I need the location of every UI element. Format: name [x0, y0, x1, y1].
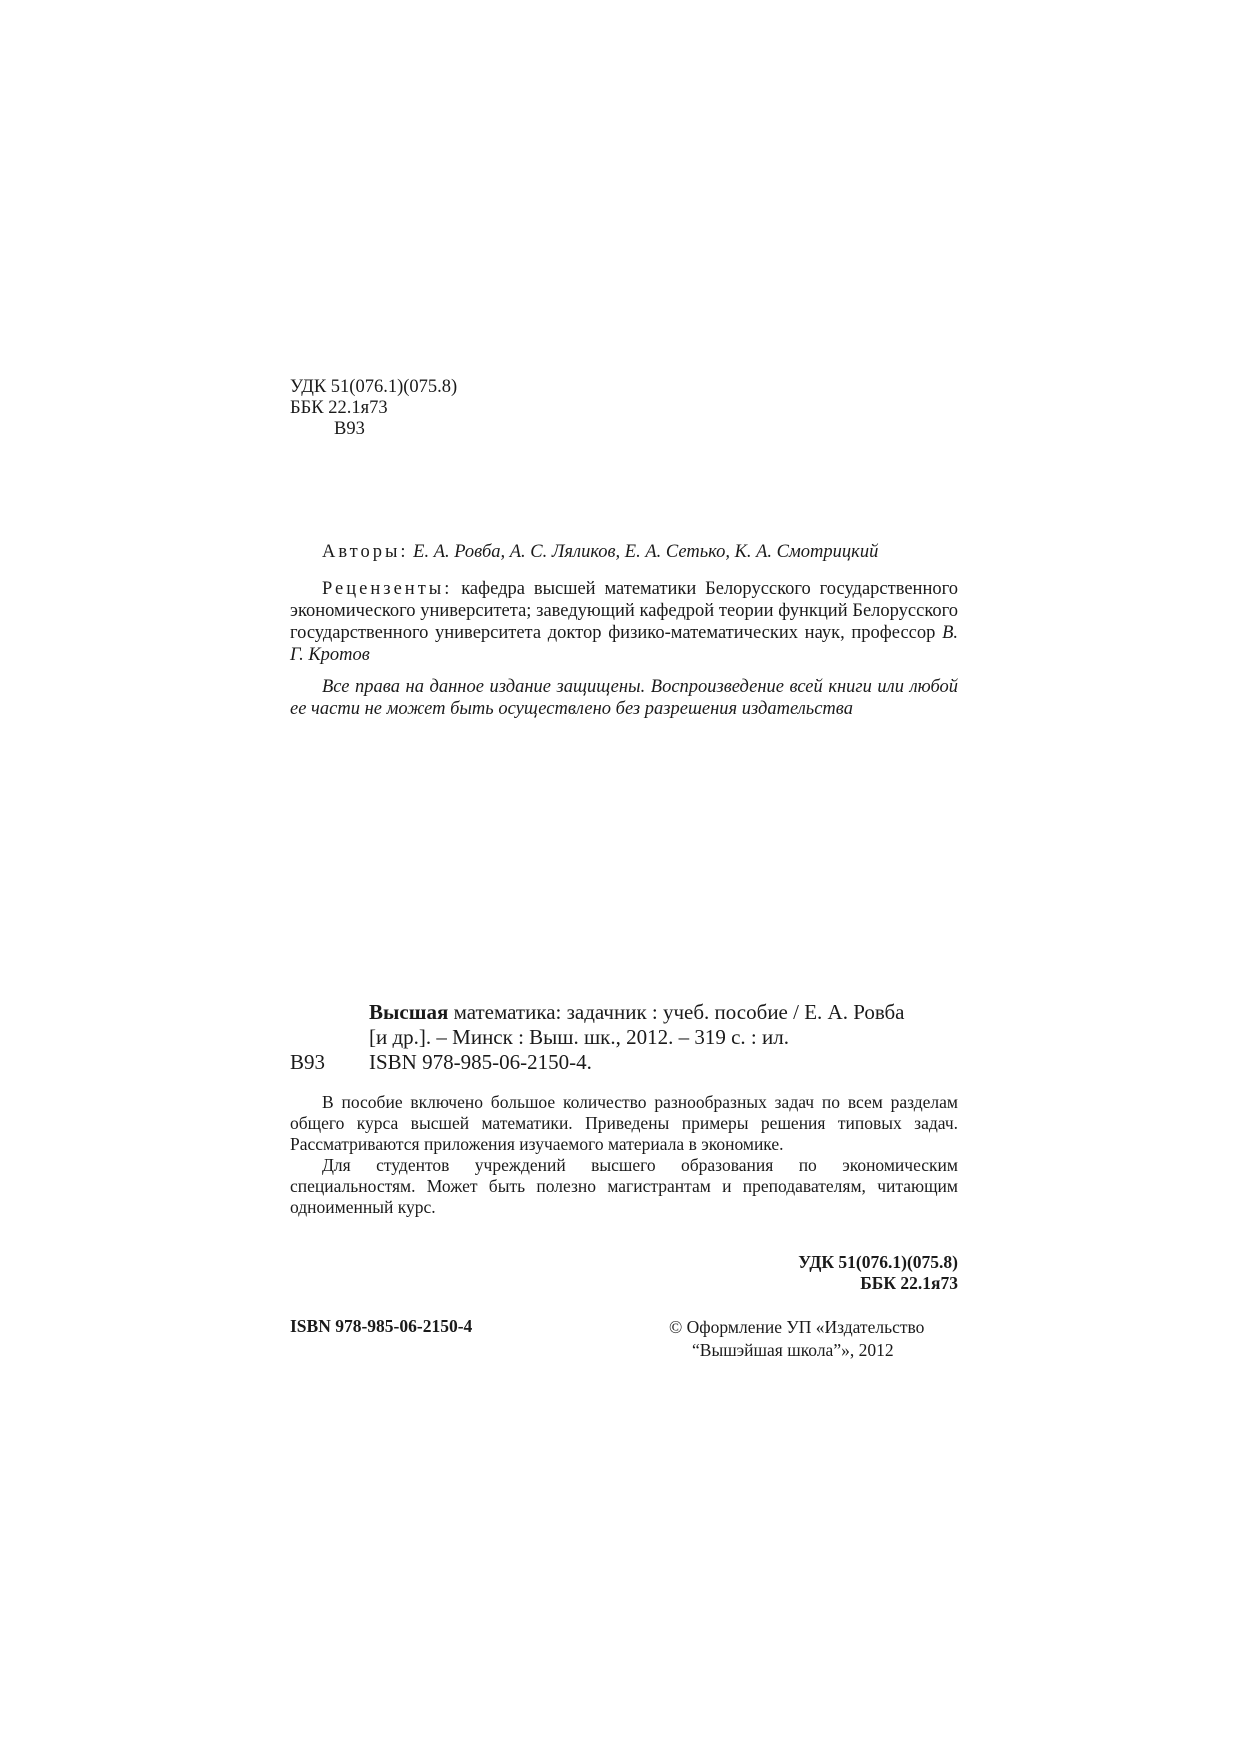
biblio-line-2: [и др.]. – Минск : Выш. шк., 2012. – 319 с. : ил.	[369, 1025, 789, 1049]
classification-block	[290, 377, 457, 440]
udk-code-bottom: УДК 51(076.1)(075.8)	[798, 1252, 958, 1272]
annotation	[290, 1092, 958, 1218]
reviewers-label: Рецензенты:	[322, 579, 453, 599]
bbk-code-bottom: ББК 22.1я73	[860, 1273, 958, 1293]
authors-names: Е. А. Ровба, А. С. Ляликов, Е. А. Сетько, К. А. Смотрицкий	[413, 542, 879, 562]
copyright-notice	[669, 1316, 924, 1362]
biblio-title-bold: Высшая	[369, 1000, 449, 1024]
authors-label: Авторы:	[322, 542, 409, 562]
udk-code: УДК 51(076.1)(075.8)	[290, 377, 458, 397]
bbk-code: ББК 22.1я73	[290, 398, 388, 418]
isbn-bottom: ISBN 978-985-06-2150-4	[290, 1316, 473, 1336]
biblio-isbn: ISBN 978-985-06-2150-4.	[369, 1050, 592, 1074]
annotation-paragraph-1: В пособие включено большое количество разнообразных задач по всем разделам общего курса высшей математики. Приведены примеры решения типовых задач. Рассматриваются приложения изучаемого материала в экономике.	[290, 1092, 958, 1154]
bibliographic-record	[369, 1000, 957, 1075]
biblio-line-1	[369, 1000, 957, 1025]
reviewer-name: В. Г. Кротов	[290, 623, 958, 665]
rights-notice: Все права на данное издание защищены. Воспроизведение всей книги или любой ее части не может быть осуществлено без разрешения издательства	[290, 677, 958, 719]
author-cipher: В93	[334, 419, 365, 439]
codes-bottom-block	[798, 1252, 958, 1294]
authors-line	[290, 541, 958, 563]
reviewers-paragraph	[290, 578, 958, 666]
copyright-line-2: “Вышэйшая школа”», 2012	[692, 1340, 894, 1360]
copyright-line-1: © Оформление УП «Издательство	[669, 1317, 925, 1337]
biblio-cipher: В93	[290, 1050, 326, 1074]
reviewers-text: кафедра высшей математики Белорусского государственного экономического университета; заведующий кафедрой теории функций Белорусского государственного университета доктор физико-математических наук, профессор	[290, 579, 958, 643]
annotation-paragraph-2: Для студентов учреждений высшего образования по экономическим специальностям. Может быть полезно магистрантам и преподавателям, читающим одноименный курс.	[290, 1155, 958, 1217]
biblio-title-rest: математика: задачник : учеб. пособие / Е. А. Ровба	[453, 1000, 905, 1024]
